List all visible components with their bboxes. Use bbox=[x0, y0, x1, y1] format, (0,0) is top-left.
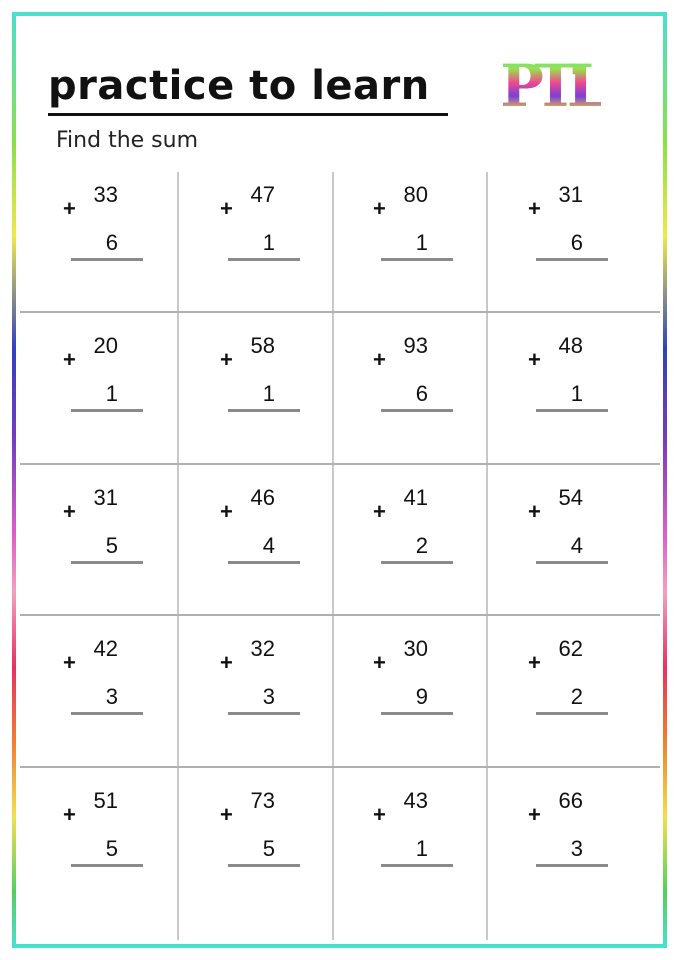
addend-bottom: 2 bbox=[415, 533, 428, 558]
addend-bottom: 3 bbox=[105, 684, 118, 709]
addition-problem bbox=[177, 626, 329, 778]
answer-line[interactable] bbox=[381, 561, 453, 564]
addition-problem bbox=[485, 475, 637, 627]
addition-problem bbox=[485, 172, 637, 324]
addend-bottom: 5 bbox=[105, 533, 118, 558]
addition-problem bbox=[177, 778, 329, 930]
plus-sign: + bbox=[528, 802, 541, 827]
addend-bottom: 5 bbox=[262, 836, 275, 861]
answer-line[interactable] bbox=[71, 712, 143, 715]
addend-top: 31 bbox=[558, 182, 583, 207]
plus-sign: + bbox=[63, 802, 76, 827]
plus-sign: + bbox=[373, 196, 386, 221]
addend-top: 46 bbox=[250, 485, 275, 510]
addend-top: 30 bbox=[403, 636, 428, 661]
answer-line[interactable] bbox=[228, 409, 300, 412]
addend-top: 58 bbox=[250, 333, 275, 358]
addend-top: 32 bbox=[250, 636, 275, 661]
addend-bottom: 4 bbox=[262, 533, 275, 558]
addition-problem bbox=[485, 778, 637, 930]
addend-top: 20 bbox=[93, 333, 118, 358]
addend-bottom: 2 bbox=[570, 684, 583, 709]
plus-sign: + bbox=[63, 650, 76, 675]
addition-problem bbox=[330, 323, 482, 475]
plus-sign: + bbox=[373, 802, 386, 827]
plus-sign: + bbox=[528, 196, 541, 221]
answer-line[interactable] bbox=[381, 864, 453, 867]
addition-problem bbox=[330, 626, 482, 778]
addend-top: 33 bbox=[93, 182, 118, 207]
problem-grid bbox=[20, 172, 660, 940]
addend-top: 73 bbox=[250, 788, 275, 813]
answer-line[interactable] bbox=[536, 409, 608, 412]
addend-top: 80 bbox=[403, 182, 428, 207]
svg-text:PTL: PTL bbox=[500, 52, 598, 120]
addend-top: 66 bbox=[558, 788, 583, 813]
ptl-logo bbox=[497, 38, 601, 120]
plus-sign: + bbox=[528, 650, 541, 675]
answer-line[interactable] bbox=[228, 712, 300, 715]
plus-sign: + bbox=[63, 347, 76, 372]
addend-top: 41 bbox=[403, 485, 428, 510]
addition-problem bbox=[330, 172, 482, 324]
addend-bottom: 1 bbox=[570, 381, 583, 406]
addition-problem bbox=[485, 626, 637, 778]
addition-problem bbox=[177, 475, 329, 627]
addend-bottom: 3 bbox=[262, 684, 275, 709]
instruction-text: Find the sum bbox=[56, 128, 199, 153]
addend-top: 43 bbox=[403, 788, 428, 813]
addition-problem bbox=[20, 626, 172, 778]
addend-bottom: 5 bbox=[105, 836, 118, 861]
addend-bottom: 3 bbox=[570, 836, 583, 861]
plus-sign: + bbox=[220, 650, 233, 675]
addend-bottom: 4 bbox=[570, 533, 583, 558]
addition-problem bbox=[20, 172, 172, 324]
addend-bottom: 1 bbox=[262, 230, 275, 255]
plus-sign: + bbox=[63, 499, 76, 524]
answer-line[interactable] bbox=[71, 258, 143, 261]
plus-sign: + bbox=[373, 650, 386, 675]
addend-bottom: 1 bbox=[105, 381, 118, 406]
addend-top: 51 bbox=[93, 788, 118, 813]
addend-top: 62 bbox=[558, 636, 583, 661]
answer-line[interactable] bbox=[228, 258, 300, 261]
plus-sign: + bbox=[63, 196, 76, 221]
addition-problem bbox=[485, 323, 637, 475]
addend-top: 47 bbox=[250, 182, 275, 207]
addend-bottom: 1 bbox=[262, 381, 275, 406]
answer-line[interactable] bbox=[228, 561, 300, 564]
addend-bottom: 6 bbox=[105, 230, 118, 255]
addend-top: 48 bbox=[558, 333, 583, 358]
answer-line[interactable] bbox=[71, 864, 143, 867]
plus-sign: + bbox=[528, 499, 541, 524]
answer-line[interactable] bbox=[536, 258, 608, 261]
worksheet-title: practice to learn bbox=[48, 63, 430, 109]
addition-problem bbox=[20, 778, 172, 930]
plus-sign: + bbox=[220, 196, 233, 221]
addition-problem bbox=[177, 172, 329, 324]
plus-sign: + bbox=[373, 499, 386, 524]
answer-line[interactable] bbox=[71, 561, 143, 564]
addition-problem bbox=[177, 323, 329, 475]
addend-bottom: 6 bbox=[415, 381, 428, 406]
addend-bottom: 6 bbox=[570, 230, 583, 255]
addition-problem bbox=[20, 475, 172, 627]
addition-problem bbox=[330, 475, 482, 627]
addend-top: 54 bbox=[558, 485, 583, 510]
addend-bottom: 1 bbox=[415, 836, 428, 861]
plus-sign: + bbox=[373, 347, 386, 372]
answer-line[interactable] bbox=[228, 864, 300, 867]
plus-sign: + bbox=[220, 499, 233, 524]
addend-top: 31 bbox=[93, 485, 118, 510]
addend-top: 42 bbox=[93, 636, 118, 661]
plus-sign: + bbox=[528, 347, 541, 372]
answer-line[interactable] bbox=[536, 561, 608, 564]
plus-sign: + bbox=[220, 802, 233, 827]
answer-line[interactable] bbox=[381, 258, 453, 261]
addend-top: 93 bbox=[403, 333, 428, 358]
answer-line[interactable] bbox=[536, 712, 608, 715]
addition-problem bbox=[20, 323, 172, 475]
answer-line[interactable] bbox=[381, 409, 453, 412]
addend-bottom: 9 bbox=[415, 684, 428, 709]
answer-line[interactable] bbox=[71, 409, 143, 412]
plus-sign: + bbox=[220, 347, 233, 372]
answer-line[interactable] bbox=[536, 864, 608, 867]
answer-line[interactable] bbox=[381, 712, 453, 715]
addend-bottom: 1 bbox=[415, 230, 428, 255]
title-underline bbox=[48, 113, 448, 116]
addition-problem bbox=[330, 778, 482, 930]
